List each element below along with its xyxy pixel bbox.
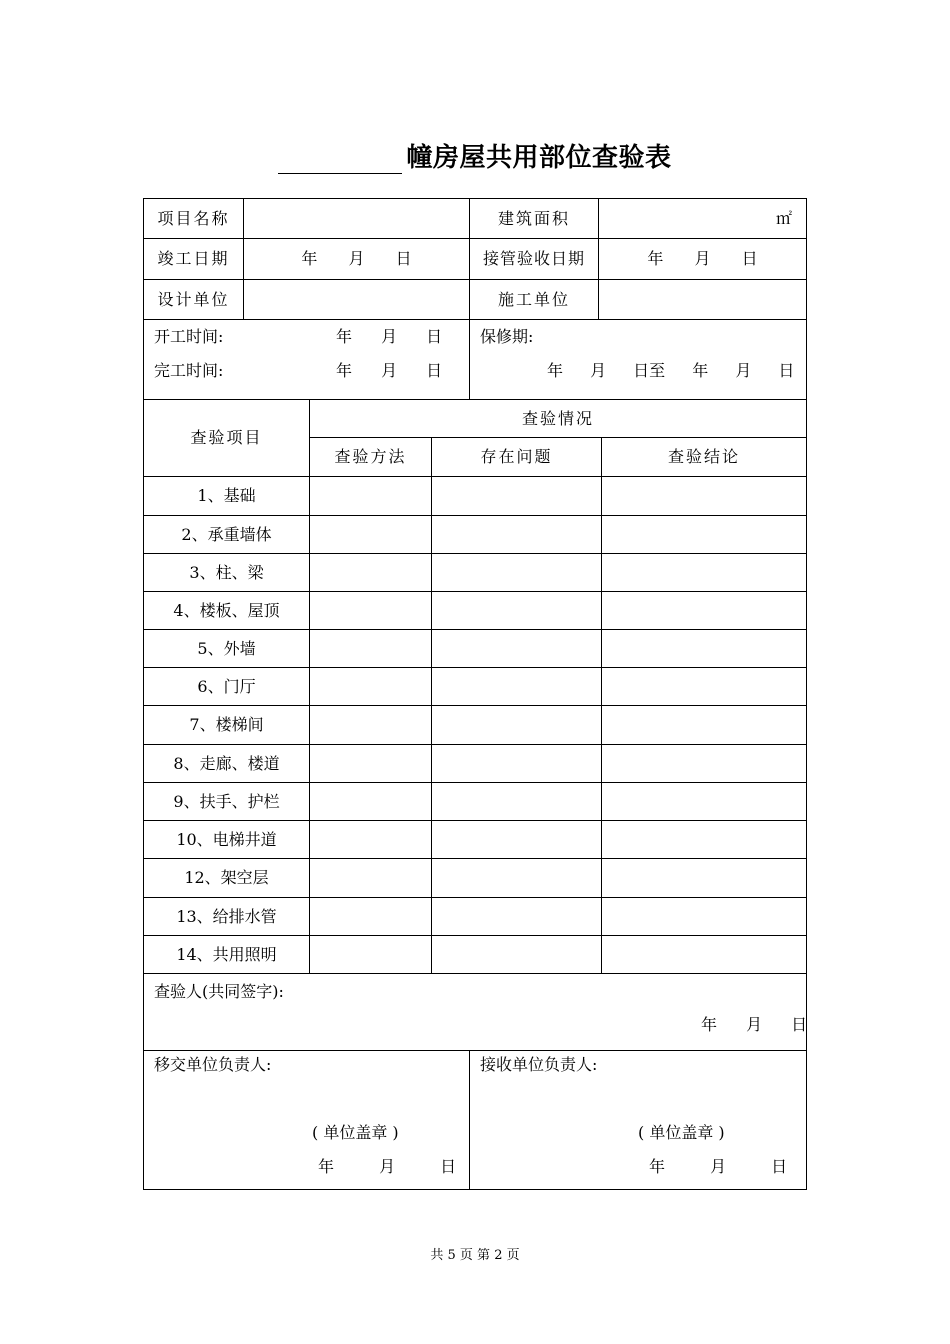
- construction-unit-label: 施工单位: [497, 289, 570, 309]
- conclusion-cell[interactable]: [602, 936, 806, 973]
- method-cell[interactable]: [310, 745, 431, 782]
- method-cell[interactable]: [310, 821, 431, 858]
- rule: [469, 1050, 470, 1190]
- project-name-label: 项目名称: [157, 208, 230, 228]
- conclusion-cell[interactable]: [602, 668, 806, 705]
- problem-cell[interactable]: [432, 898, 601, 935]
- page-title: [0, 128, 950, 174]
- method-cell[interactable]: [310, 859, 431, 897]
- method-cell[interactable]: [310, 592, 431, 629]
- problem-cell[interactable]: [432, 630, 601, 667]
- finish-time-field[interactable]: 年 月 日: [336, 361, 443, 380]
- method-cell[interactable]: [310, 554, 431, 591]
- problem-cell[interactable]: [432, 592, 601, 629]
- title-text: 幢房屋共用部位查验表: [406, 143, 672, 173]
- handover-date-label: 接管验收日期: [482, 249, 585, 268]
- title-blank-line: [278, 143, 402, 174]
- conclusion-cell[interactable]: [602, 859, 806, 897]
- area-unit: ㎡: [775, 208, 792, 228]
- warranty-label: 保修期:: [480, 327, 534, 346]
- conclusion-cell[interactable]: [602, 477, 806, 515]
- row-item-label: 14、共用照明: [176, 944, 277, 964]
- conclusion-cell[interactable]: [602, 783, 806, 820]
- method-cell[interactable]: [310, 516, 431, 553]
- row-item-label: 5、外墙: [197, 638, 256, 658]
- table-border-bottom: [143, 1189, 807, 1190]
- start-time-label: 开工时间:: [154, 327, 224, 346]
- method-cell[interactable]: [310, 936, 431, 973]
- receive-date[interactable]: 年 月 日: [649, 1157, 788, 1176]
- inspector-label: 查验人(共同签字):: [154, 982, 284, 1001]
- conclusion-cell[interactable]: [602, 592, 806, 629]
- row-item-label: 7、楼梯间: [189, 715, 264, 734]
- problem-cell[interactable]: [432, 821, 601, 858]
- problem-cell[interactable]: [432, 783, 601, 820]
- building-area-label: 建筑面积: [497, 208, 570, 228]
- row-item-label: 1、基础: [197, 486, 256, 505]
- row-item-label: 3、柱、梁: [189, 562, 264, 582]
- column-header: 查验结论: [667, 447, 740, 466]
- receive-label: 接收单位负责人:: [480, 1055, 598, 1074]
- row-item-label: 12、架空层: [184, 868, 269, 887]
- conclusion-cell[interactable]: [602, 516, 806, 553]
- problem-cell[interactable]: [432, 745, 601, 782]
- row-item-label: 9、扶手、护栏: [173, 791, 280, 811]
- conclusion-cell[interactable]: [602, 898, 806, 935]
- receive-seal: ( 单位盖章 ): [638, 1123, 725, 1142]
- rule: [143, 973, 807, 974]
- rule: [143, 319, 807, 320]
- design-unit-field[interactable]: [244, 280, 469, 319]
- inspector-date[interactable]: 年 月 日: [701, 1015, 808, 1034]
- method-cell[interactable]: [310, 706, 431, 744]
- problem-cell[interactable]: [432, 554, 601, 591]
- problem-cell[interactable]: [432, 477, 601, 515]
- completion-date-label: 竣工日期: [157, 249, 230, 268]
- column-header: 存在问题: [480, 447, 553, 466]
- method-cell[interactable]: [310, 898, 431, 935]
- page-footer: 共 5 页 第 2 页: [430, 1248, 520, 1263]
- method-cell[interactable]: [310, 668, 431, 705]
- conclusion-cell[interactable]: [602, 630, 806, 667]
- construction-unit-field[interactable]: [599, 280, 806, 319]
- project-name-field[interactable]: [244, 199, 469, 238]
- start-time-field[interactable]: 年 月 日: [336, 327, 443, 346]
- problem-cell[interactable]: [432, 668, 601, 705]
- problem-cell[interactable]: [432, 516, 601, 553]
- conclusion-cell[interactable]: [602, 745, 806, 782]
- table-border-right: [806, 198, 807, 1190]
- transfer-seal: ( 单位盖章 ): [312, 1123, 399, 1142]
- finish-time-label: 完工时间:: [154, 361, 224, 380]
- group-header: 查验情况: [521, 408, 594, 428]
- row-item-label: 4、楼板、屋顶: [173, 600, 280, 620]
- method-cell[interactable]: [310, 630, 431, 667]
- rule: [143, 1050, 807, 1051]
- row-item-label: 6、门厅: [197, 676, 256, 696]
- problem-cell[interactable]: [432, 859, 601, 897]
- problem-cell[interactable]: [432, 706, 601, 744]
- row-item-label: 10、电梯井道: [176, 829, 277, 849]
- item-header: 查验项目: [190, 428, 263, 447]
- warranty-field[interactable]: 年 月 日至 年 月 日: [547, 361, 795, 380]
- conclusion-cell[interactable]: [602, 554, 806, 591]
- row-item-label: 8、走廊、楼道: [173, 753, 280, 773]
- building-area-field[interactable]: [599, 199, 806, 238]
- transfer-label: 移交单位负责人:: [154, 1055, 272, 1074]
- design-unit-label: 设计单位: [157, 289, 230, 309]
- transfer-date[interactable]: 年 月 日: [318, 1157, 457, 1176]
- method-cell[interactable]: [310, 477, 431, 515]
- row-item-label: 2、承重墙体: [181, 524, 272, 544]
- conclusion-cell[interactable]: [602, 821, 806, 858]
- problem-cell[interactable]: [432, 936, 601, 973]
- conclusion-cell[interactable]: [602, 706, 806, 744]
- method-cell[interactable]: [310, 783, 431, 820]
- completion-date-field[interactable]: 年 月 日: [301, 249, 412, 268]
- row-item-label: 13、给排水管: [176, 906, 277, 926]
- column-header: 查验方法: [334, 447, 407, 466]
- handover-date-field[interactable]: 年 月 日: [647, 249, 758, 268]
